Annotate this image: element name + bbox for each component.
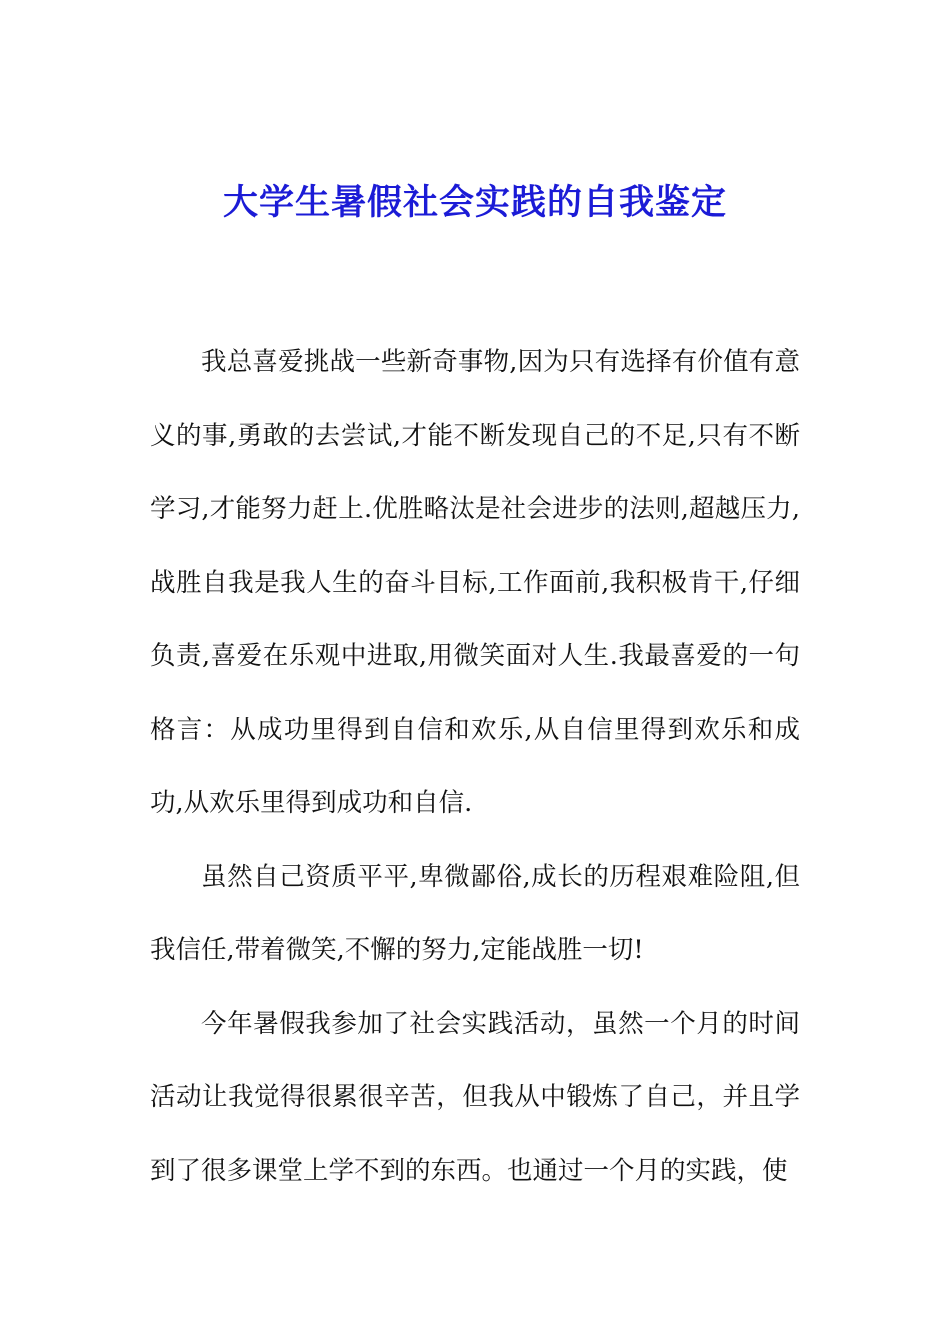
paragraph-1: 我总喜爱挑战一些新奇事物,因为只有选择有价值有意义的事,勇敢的去尝试,才能不断发现自己的不足,只有不断学习,才能努力赶上.优胜略汰是社会进步的法则,超越压力,战胜自我是我人生的奋斗目标,工作面前,我积极肯干,仔细负责,喜爱在乐观中进取,用微笑面对人生.我最喜爱的一句格言：从成功里得到自信和欢乐,从自信里得到欢乐和成功,从欢乐里得到成功和自信. xyxy=(150,347,800,818)
document-title: 大学生暑假社会实践的自我鉴定 xyxy=(222,183,727,223)
paragraph-2: 虽然自己资质平平,卑微鄙俗,成长的历程艰难险阻,但我信任,带着微笑,不懈的努力,定能战胜一切! xyxy=(150,861,800,965)
document-body xyxy=(150,326,800,1208)
paragraph-3: 今年暑假我参加了社会实践活动，虽然一个月的时间活动让我觉得很累很辛苦，但我从中锻炼了自己，并且学到了很多课堂上学不到的东西。也通过一个月的实践，使 xyxy=(150,1008,800,1186)
